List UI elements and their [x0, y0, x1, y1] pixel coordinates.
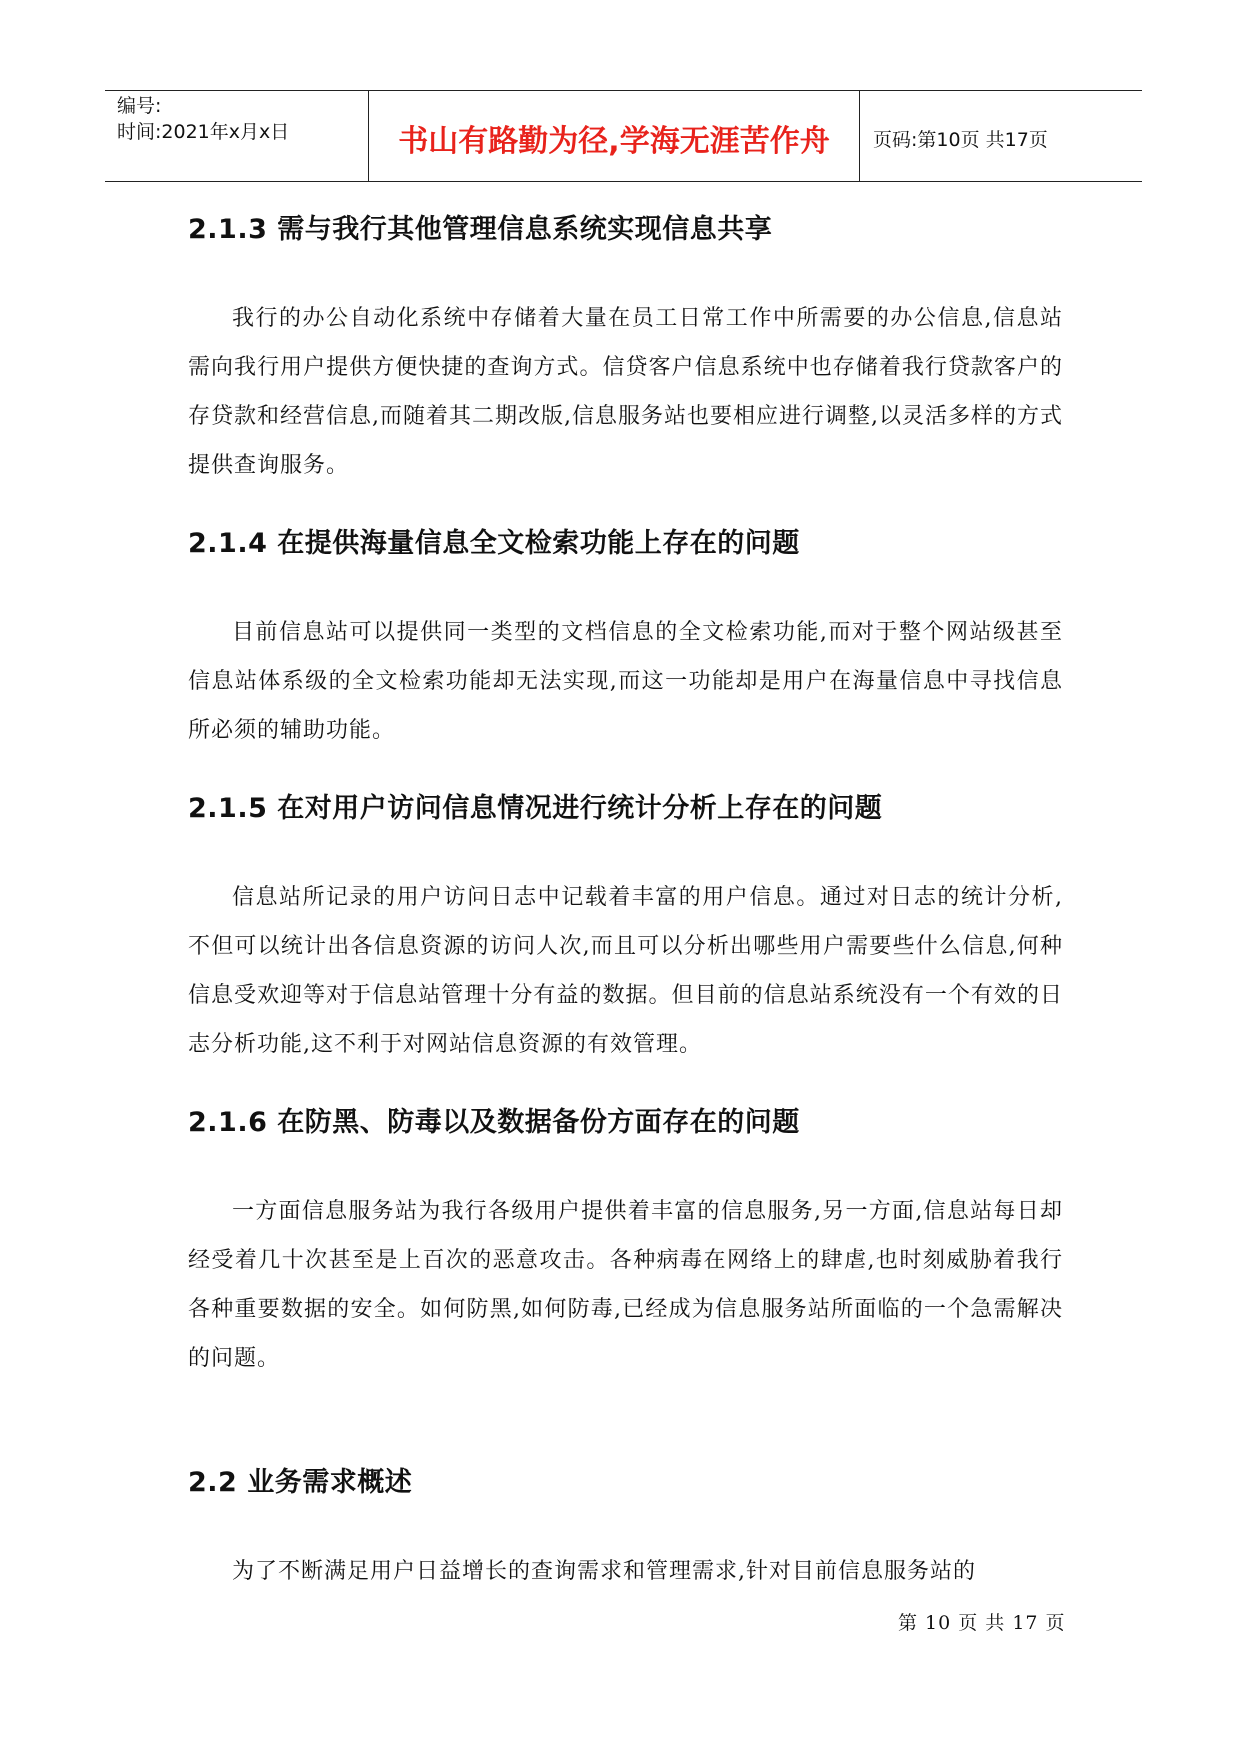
section-heading: 2.1.3 需与我行其他管理信息系统实现信息共享 [188, 214, 773, 245]
section-heading: 2.1.6 在防黑、防毒以及数据备份方面存在的问题 [188, 1107, 800, 1138]
header-motto: 书山有路勤为径,学海无涯苦作舟 [398, 124, 830, 159]
page-header [105, 90, 1142, 182]
section-paragraph: 一方面信息服务站为我行各级用户提供着丰富的信息服务,另一方面,信息站每日却经受着几十次甚至是上百次的恶意攻击。各种病毒在网络上的肆虐,也时刻威胁着我行各种重要数据的安全。如何防黑,如何防毒,已经成为信息服务站所面临的一个急需解决的问题。 [188, 1199, 1063, 1371]
section-paragraph: 目前信息站可以提供同一类型的文档信息的全文检索功能,而对于整个网站级甚至信息站体系级的全文检索功能却无法实现,而这一功能却是用户在海量信息中寻找信息所必须的辅助功能。 [188, 620, 1063, 743]
document-body [188, 210, 1063, 1596]
section-paragraph: 为了不断满足用户日益增长的查询需求和管理需求,针对目前信息服务站的 [232, 1559, 976, 1584]
serial-label: 编号: [117, 95, 162, 117]
header-divider [859, 91, 860, 181]
header-meta [117, 93, 289, 145]
time-label: 时间:2021年x月x日 [117, 121, 290, 143]
section-paragraph: 我行的办公自动化系统中存储着大量在员工日常工作中所需要的办公信息,信息站需向我行用户提供方便快捷的查询方式。信贷客户信息系统中也存储着我行贷款客户的存贷款和经营信息,而随着其二期改版,信息服务站也要相应进行调整,以灵活多样的方式提供查询服务。 [188, 306, 1063, 478]
section-heading: 2.2 业务需求概述 [188, 1467, 413, 1498]
section-heading: 2.1.5 在对用户访问信息情况进行统计分析上存在的问题 [188, 793, 883, 824]
page-footer: 第 10 页 共 17 页 [898, 1612, 1066, 1634]
header-page-info: 页码:第10页 共17页 [873, 129, 1048, 151]
section-paragraph: 信息站所记录的用户访问日志中记载着丰富的用户信息。通过对日志的统计分析,不但可以统计出各信息资源的访问人次,而且可以分析出哪些用户需要些什么信息,何种信息受欢迎等对于信息站管理十分有益的数据。但目前的信息站系统没有一个有效的日志分析功能,这不利于对网站信息资源的有效管理。 [188, 885, 1063, 1057]
section-heading: 2.1.4 在提供海量信息全文检索功能上存在的问题 [188, 528, 800, 559]
